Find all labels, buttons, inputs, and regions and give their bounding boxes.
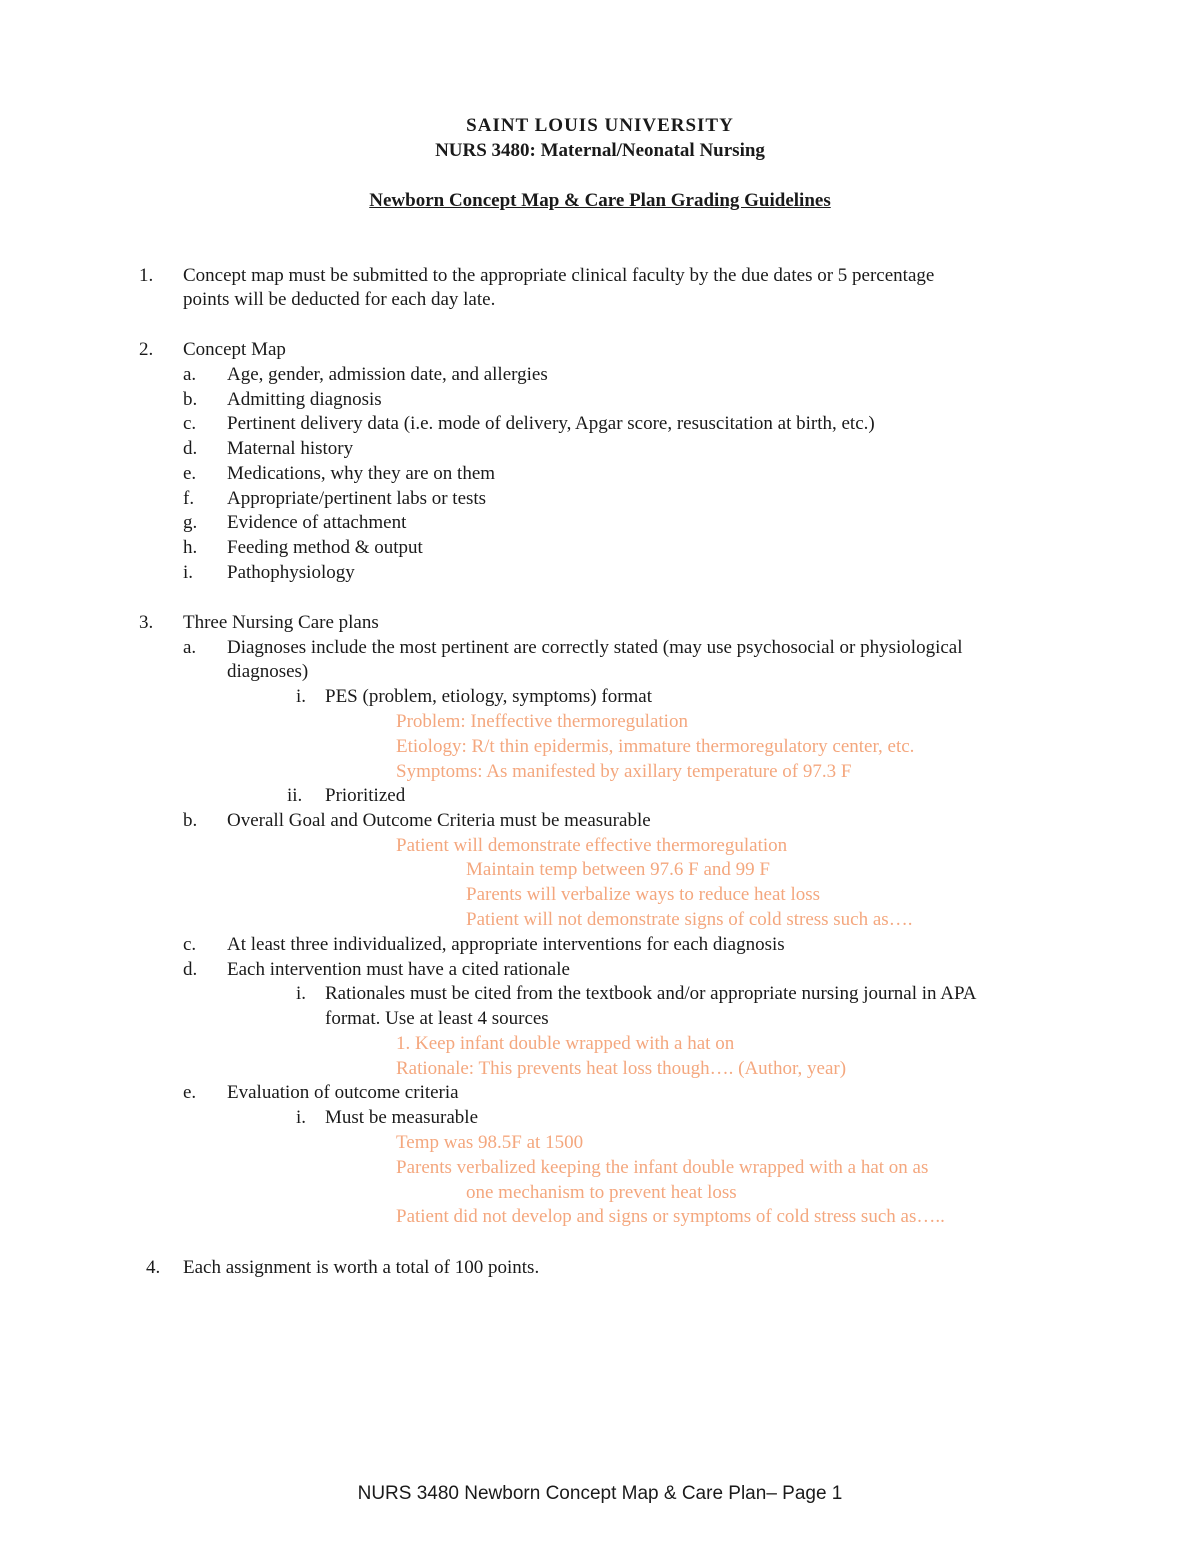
- item-2c-text: Pertinent delivery data (i.e. mode of delivery, Apgar score, resuscitation at birth, etc.): [227, 413, 875, 434]
- example-intervention: 1. Keep infant double wrapped with a hat on: [396, 1033, 735, 1054]
- item-3d-i-text-line1: Rationales must be cited from the textbook and/or appropriate nursing journal in APA: [325, 983, 977, 1004]
- item-3a-ii-roman: ii.: [287, 785, 303, 806]
- item-3b-letter: b.: [183, 810, 198, 831]
- example-outcome-1: Maintain temp between 97.6 F and 99 F: [466, 859, 770, 880]
- item-2b-letter: b.: [183, 389, 198, 410]
- example-evaluation-3: Patient did not develop and signs or symptoms of cold stress such as…..: [396, 1206, 945, 1227]
- item-2h-text: Feeding method & output: [227, 537, 423, 558]
- example-rationale: Rationale: This prevents heat loss though…. (Author, year): [396, 1058, 847, 1079]
- item-3a-ii-text: Prioritized: [325, 785, 406, 806]
- item-4-number: 4.: [146, 1257, 161, 1278]
- item-2b-text: Admitting diagnosis: [227, 389, 382, 410]
- example-evaluation-2-line1: Parents verbalized keeping the infant double wrapped with a hat on as: [396, 1157, 929, 1178]
- item-3d-i-text-line2: format. Use at least 4 sources: [325, 1008, 549, 1029]
- document-title: Newborn Concept Map & Care Plan Grading Guidelines: [369, 190, 831, 211]
- item-3b-text: Overall Goal and Outcome Criteria must be measurable: [227, 810, 651, 831]
- item-3d-i-roman: i.: [296, 983, 307, 1004]
- item-3e-i-roman: i.: [296, 1107, 307, 1128]
- item-1-text-line1: Concept map must be submitted to the appropriate clinical faculty by the due dates or 5 percentage: [183, 265, 935, 286]
- item-2-number: 2.: [139, 339, 154, 360]
- item-3a-i-text: PES (problem, etiology, symptoms) format: [325, 686, 653, 707]
- page-footer: NURS 3480 Newborn Concept Map & Care Plan– Page 1: [357, 1483, 843, 1504]
- item-3-number: 3.: [139, 612, 154, 633]
- item-2i-letter: i.: [183, 562, 194, 583]
- item-1-number: 1.: [139, 265, 154, 286]
- item-2h-letter: h.: [183, 537, 198, 558]
- example-outcome-3: Patient will not demonstrate signs of cold stress such as….: [466, 909, 913, 930]
- item-2d-text: Maternal history: [227, 438, 354, 459]
- item-2-label: Concept Map: [183, 339, 286, 360]
- item-2g-letter: g.: [183, 512, 198, 533]
- item-2f-letter: f.: [183, 488, 195, 509]
- item-3d-text: Each intervention must have a cited rationale: [227, 959, 570, 980]
- item-2i-text: Pathophysiology: [227, 562, 355, 583]
- item-2a-letter: a.: [183, 364, 197, 385]
- item-2a-text: Age, gender, admission date, and allergies: [227, 364, 548, 385]
- item-3e-i-text: Must be measurable: [325, 1107, 479, 1128]
- item-3a-i-roman: i.: [296, 686, 307, 707]
- item-3a-text-line1: Diagnoses include the most pertinent are correctly stated (may use psychosocial or physiological: [227, 637, 963, 658]
- item-2f-text: Appropriate/pertinent labs or tests: [227, 488, 487, 509]
- item-3e-text: Evaluation of outcome criteria: [227, 1082, 459, 1103]
- item-3a-text-line2: diagnoses): [227, 661, 309, 682]
- example-goal: Patient will demonstrate effective thermoregulation: [396, 835, 788, 856]
- item-3c-letter: c.: [183, 934, 197, 955]
- item-3a-letter: a.: [183, 637, 197, 658]
- course-title: NURS 3480: Maternal/Neonatal Nursing: [435, 140, 765, 161]
- item-3-label: Three Nursing Care plans: [183, 612, 379, 633]
- item-3e-letter: e.: [183, 1082, 197, 1103]
- item-4-text: Each assignment is worth a total of 100 points.: [183, 1257, 540, 1278]
- example-problem: Problem: Ineffective thermoregulation: [396, 711, 688, 732]
- item-3d-letter: d.: [183, 959, 198, 980]
- example-etiology: Etiology: R/t thin epidermis, immature thermoregulatory center, etc.: [396, 736, 915, 757]
- item-2e-text: Medications, why they are on them: [227, 463, 496, 484]
- item-1-text-line2: points will be deducted for each day late.: [183, 289, 496, 310]
- example-symptoms: Symptoms: As manifested by axillary temperature of 97.3 F: [396, 761, 852, 782]
- item-2c-letter: c.: [183, 413, 197, 434]
- item-2e-letter: e.: [183, 463, 197, 484]
- example-outcome-2: Parents will verbalize ways to reduce heat loss: [466, 884, 821, 905]
- item-3c-text: At least three individualized, appropriate interventions for each diagnosis: [227, 934, 785, 955]
- example-evaluation-1: Temp was 98.5F at 1500: [396, 1132, 584, 1153]
- university-name: SAINT LOUIS UNIVERSITY: [466, 115, 734, 136]
- item-2d-letter: d.: [183, 438, 198, 459]
- item-2g-text: Evidence of attachment: [227, 512, 407, 533]
- example-evaluation-2-line2: one mechanism to prevent heat loss: [466, 1182, 737, 1203]
